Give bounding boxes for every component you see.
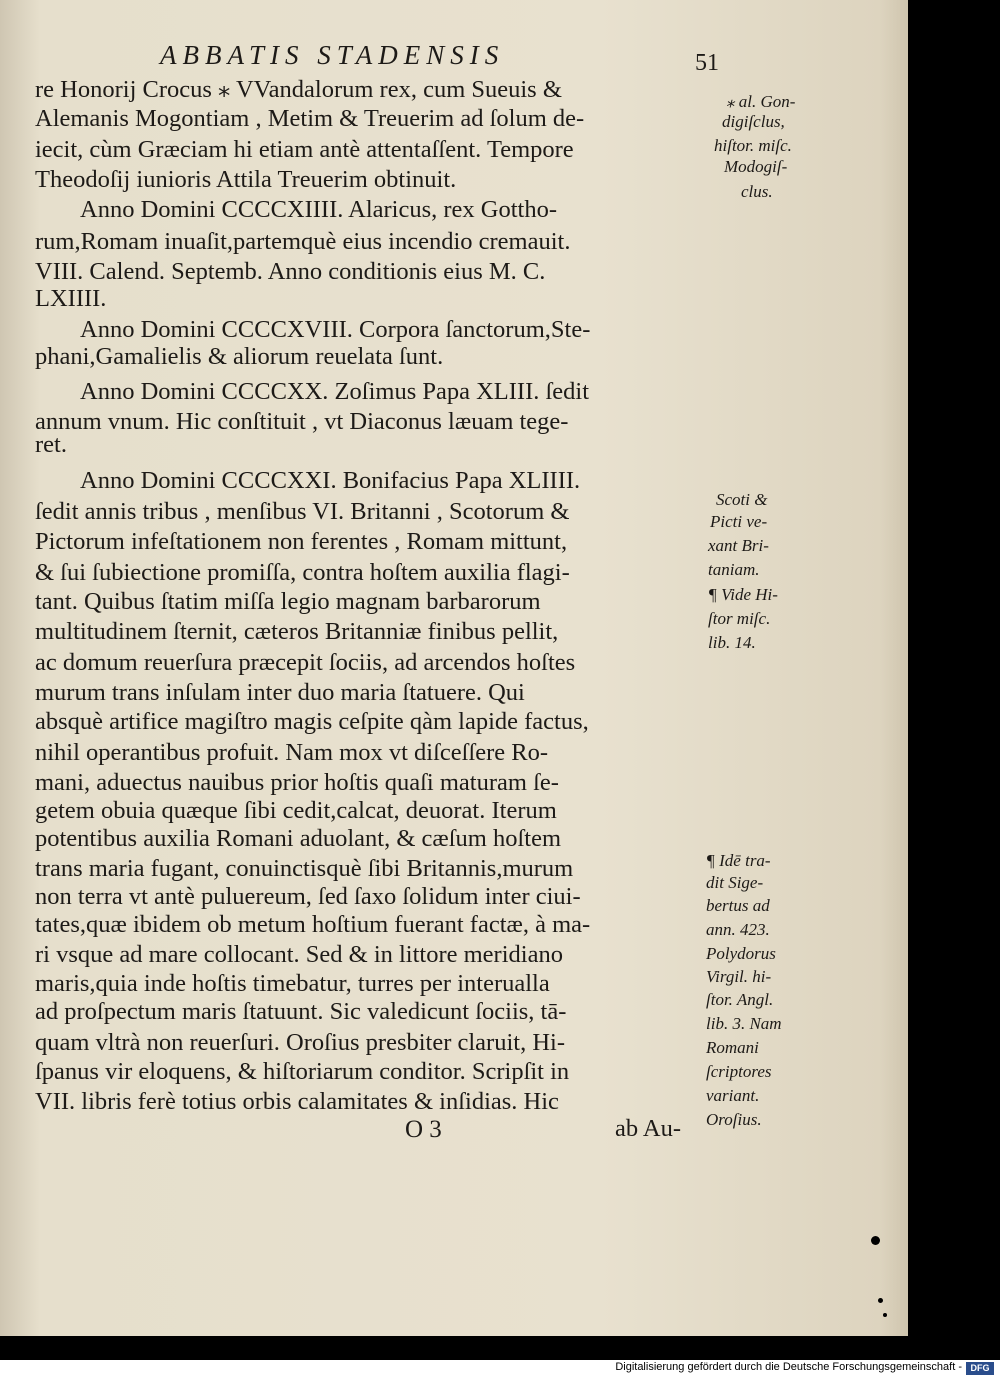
- text-line: maris,quia inde hoſtis timebatur, turres per interualla: [35, 970, 550, 997]
- margin-note-line: variant.: [706, 1086, 760, 1105]
- running-head: ABBATIS STADENSIS: [160, 40, 505, 70]
- margin-note-line: ſcriptores: [706, 1062, 772, 1081]
- margin-note-line: Modogiſ-: [724, 157, 788, 176]
- margin-note-line: clus.: [741, 182, 773, 201]
- text-line: non terra vt antè puluereum, ſed ſaxo ſolidum inter ciui-: [35, 883, 581, 910]
- margin-note-line: lib. 14.: [708, 633, 756, 652]
- page-number: 51: [695, 50, 719, 76]
- margin-note-line: digiſclus,: [722, 112, 785, 131]
- catchword: ab Au-: [615, 1115, 681, 1142]
- signature-mark: O 3: [405, 1116, 442, 1143]
- margin-note-line: ſtor. Angl.: [706, 990, 774, 1009]
- text-line: VIII. Calend. Septemb. Anno conditionis eius M. C.: [35, 258, 546, 285]
- text-line: absquè artifice magiſtro magis ceſpite qàm lapide factus,: [35, 708, 589, 735]
- text-line: ſpanus vir eloquens, & hiſtoriarum conditor. Scripſit in: [35, 1058, 570, 1085]
- text-line: trans maria fugant, conuinctisquè ſibi Britannis,murum: [35, 855, 574, 882]
- margin-note-line: bertus ad: [706, 896, 770, 915]
- margin-note-line: ⁎ al. Gon-: [726, 92, 796, 111]
- text-line: mani, aduectus nauibus prior hoſtis quaſi maturam ſe-: [35, 769, 559, 796]
- margin-note-line: Oroſius.: [706, 1110, 762, 1129]
- text-line: phani,Gamalielis & aliorum reuelata ſunt.: [35, 343, 444, 370]
- text-line: murum trans inſulam inter duo maria ſtatuere. Qui: [35, 679, 525, 706]
- text-line: nihil operantibus profuit. Nam mox vt diſceſſere Ro-: [35, 739, 549, 766]
- margin-note-line: Virgil. hi-: [706, 967, 772, 986]
- text-line: VII. libris ferè totius orbis calamitates & inſidias. Hic: [35, 1088, 559, 1115]
- text-line: Pictorum infeſtationem non ferentes , Romam mittunt,: [35, 528, 568, 555]
- text-line: rum,Romam inuaſit,partemquè eius incendio cremauit.: [35, 228, 571, 255]
- text-line: ri vsque ad mare collocant. Sed & in littore meridiano: [35, 941, 563, 968]
- text-line: quam vltrà non reuerſuri. Oroſius presbiter claruit, Hi-: [35, 1029, 565, 1056]
- text-line: annum vnum. Hic conſtituit , vt Diaconus læuam tege-: [35, 408, 569, 435]
- margin-note-line: ¶ Vide Hi-: [708, 585, 778, 604]
- margin-note-line: Romani: [706, 1038, 759, 1057]
- margin-note-line: Polydorus: [706, 944, 776, 963]
- text-line: tant. Quibus ſtatim miſſa legio magnam barbarorum: [35, 588, 541, 615]
- scan-margin: [908, 0, 1000, 1336]
- text-line: Anno Domini CCCCXIIII. Alaricus, rex Gottho-: [80, 196, 558, 223]
- text-line: potentibus auxilia Romani aduolant, & cæſum hoſtem: [35, 825, 561, 852]
- margin-note-line: Picti ve-: [710, 512, 768, 531]
- text-line: Anno Domini CCCCXXI. Bonifacius Papa XLIIII.: [80, 467, 581, 494]
- margin-note-line: xant Bri-: [708, 536, 769, 555]
- text-line: Alemanis Mogontiam , Metim & Treuerim ad ſolum de-: [35, 105, 585, 132]
- margin-note-line: ann. 423.: [706, 920, 770, 939]
- margin-note-line: dit Sige-: [706, 873, 764, 892]
- text-line: LXIIII.: [35, 285, 107, 312]
- text-line: ret.: [35, 431, 67, 458]
- ink-spot: [871, 1236, 880, 1245]
- dfg-logo: DFG: [966, 1362, 994, 1375]
- ink-spot: [878, 1298, 883, 1303]
- margin-note-line: hiſtor. miſc.: [714, 136, 792, 155]
- ink-spot: [883, 1313, 887, 1317]
- margin-note-line: taniam.: [708, 560, 760, 579]
- margin-note-line: lib. 3. Nam: [706, 1014, 782, 1033]
- text-line: getem obuia quæque ſibi cedit,calcat, deuorat. Iterum: [35, 797, 557, 824]
- text-line: & ſui ſubiectione promiſſa, contra hoſtem auxilia flagi-: [35, 559, 570, 586]
- footer-credit: Digitalisierung gefördert durch die Deutsche Forschungsgemeinschaft -: [615, 1361, 962, 1373]
- margin-note-line: Scoti &: [716, 490, 768, 509]
- text-line: Anno Domini CCCCXVIII. Corpora ſanctorum,Ste-: [80, 316, 591, 343]
- text-line: ac domum reuerſura præcepit ſociis, ad arcendos hoſtes: [35, 649, 576, 676]
- text-line: ſedit annis tribus , menſibus VI. Britanni , Scotorum &: [35, 498, 570, 525]
- margin-note-line: ¶ Idē tra-: [706, 851, 771, 870]
- text-line: re Honorij Crocus ⁎ VVandalorum rex, cum Sueuis &: [35, 76, 562, 103]
- margin-note-line: ſtor miſc.: [708, 609, 771, 628]
- text-line: multitudinem ſternit, cæteros Britanniæ finibus pellit,: [35, 618, 559, 645]
- text-line: ad proſpectum maris ſtatuunt. Sic valedicunt ſociis, tā-: [35, 998, 567, 1025]
- text-line: Theodoſij iunioris Attila Treuerim obtinuit.: [35, 166, 457, 193]
- text-line: tates,quæ ibidem ob metum hoſtium fuerant factæ, à ma-: [35, 911, 591, 938]
- text-line: Anno Domini CCCCXX. Zoſimus Papa XLIII. ſedit: [80, 378, 590, 405]
- text-line: iecit, cùm Græciam hi etiam antè attentaſſent. Tempore: [35, 136, 574, 163]
